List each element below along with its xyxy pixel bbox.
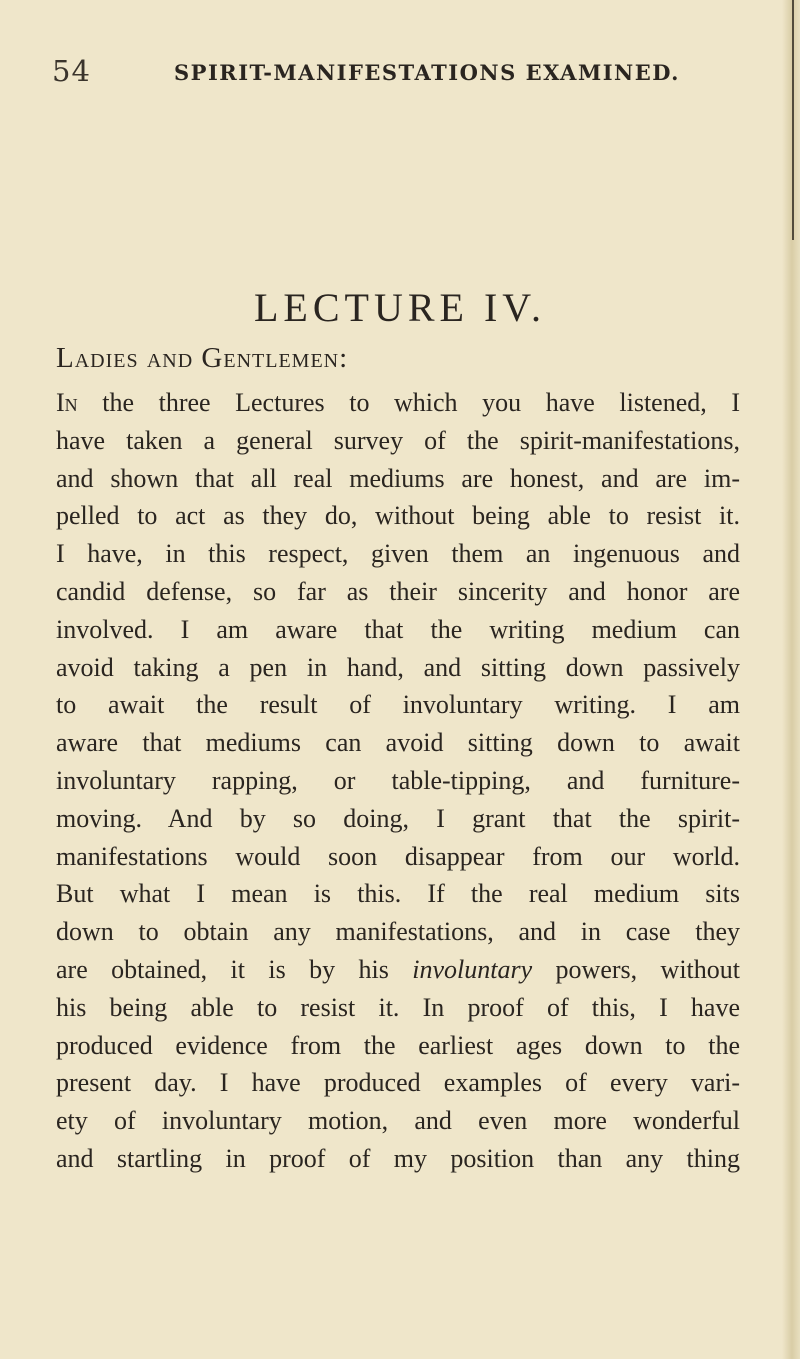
body-line-text: the three Lectures to which you have listened, I [77,388,740,417]
body-line: produced evidence from the earliest ages down to the [56,1030,740,1060]
body-line: moving. And by so doing, I grant that the spirit- [56,803,740,833]
body-line: But what I mean is this. If the real medium sits [56,879,740,909]
page-number: 54 [52,54,91,88]
body-line: involved. I am aware that the writing medium can [56,614,740,644]
body-line: aware that mediums can avoid sitting down to await [56,728,740,758]
body-line: and startling in proof of my position than any thing [56,1143,740,1173]
body-line: I have, in this respect, given them an ingenuous and [56,539,740,569]
body-line-pre: are obtained, it is by his [56,954,413,984]
salutation: Ladies and Gentlemen: [56,342,349,374]
body-line-italic: involuntary [412,954,533,984]
body-line: down to obtain any manifestations, and in case they [56,917,740,947]
page-edge-shadow [782,0,800,1359]
chapter-heading: LECTURE IV. [253,285,547,330]
body-line: his being able to resist it. In proof of this, I have [56,992,740,1022]
body-line: ety of involuntary motion, and even more wonderful [56,1106,740,1136]
running-title: SPIRIT-MANIFESTATIONS EXAMINED. [174,60,680,85]
body-line: to await the result of involuntary writing. I am [56,690,740,720]
body-line [56,384,740,422]
body-line: involuntary rapping, or table-tipping, and furniture- [56,765,740,795]
page-edge-line [792,0,794,240]
body-text [56,384,740,1178]
body-line-post: powers, without [532,954,740,984]
body-line: pelled to act as they do, without being able to resist it. [56,501,740,531]
body-line: candid defense, so far as their sincerity and honor are [56,576,740,606]
body-line [56,951,740,989]
body-line-lead: In [56,388,78,417]
body-line: manifestations would soon disappear from our world. [56,841,740,871]
body-line: present day. I have produced examples of every vari- [56,1068,740,1098]
running-head [52,54,752,94]
body-line: and shown that all real mediums are honest, and are im- [56,463,740,493]
body-line: avoid taking a pen in hand, and sitting down passively [56,652,740,682]
body-line: have taken a general survey of the spirit-manifestations, [56,425,740,455]
